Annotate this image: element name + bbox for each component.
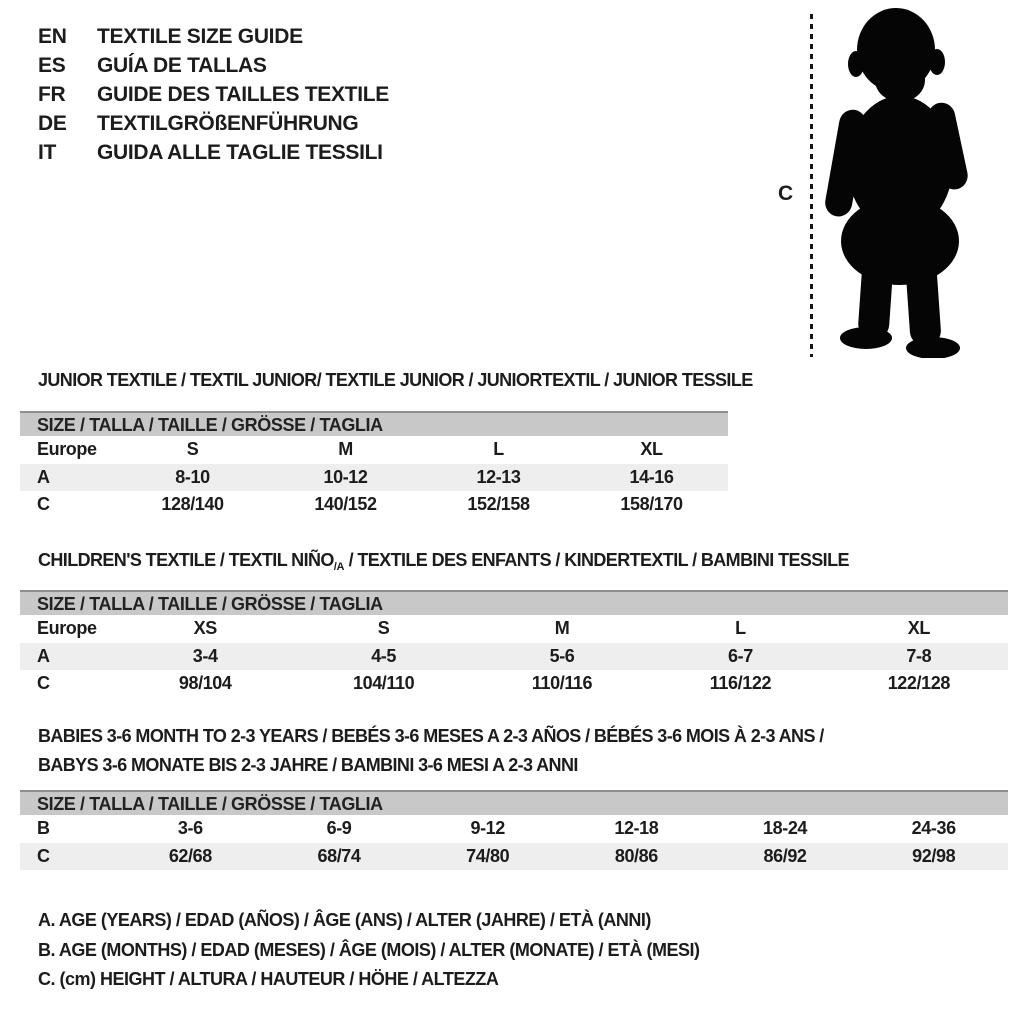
lang-row-es <box>38 51 389 80</box>
table-cell: 3-4 <box>192 645 218 666</box>
table-cell: 152/158 <box>467 494 530 514</box>
table-cell: 98/104 <box>178 673 232 693</box>
size-table-header: SIZE / TALLA / TAILLE / GRÖSSE / TAGLIA <box>20 790 1008 815</box>
table-cell: 12-13 <box>476 466 521 487</box>
table-cell: A <box>37 645 50 666</box>
table-row-europe <box>20 615 1008 643</box>
table-cell: 116/122 <box>709 673 772 693</box>
lang-label: GUIDA ALLE TAGLIE TESSILI <box>97 141 383 164</box>
junior-section-title: JUNIOR TEXTILE / TEXTIL JUNIOR/ TEXTILE JUNIOR / JUNIORTEXTIL / JUNIOR TESSILE <box>38 370 753 390</box>
lang-code: FR <box>38 83 66 106</box>
table-cell: 62/68 <box>168 845 212 866</box>
table-row-age-months <box>20 815 1008 843</box>
table-cell: L <box>493 439 504 459</box>
table-cell: M <box>338 439 353 459</box>
table-cell: 4-5 <box>371 645 397 666</box>
lang-label: GUIDE DES TAILLES TEXTILE <box>97 83 389 106</box>
table-cell: S <box>186 439 199 459</box>
children-size-table <box>20 590 1008 698</box>
babies-section-title <box>38 722 824 780</box>
size-table-header: SIZE / TALLA / TAILLE / GRÖSSE / TAGLIA <box>20 411 728 436</box>
table-row-age <box>20 464 728 492</box>
children-title-subscript: /A <box>333 561 345 573</box>
lang-label: TEXTILE SIZE GUIDE <box>97 25 303 48</box>
lang-row-de <box>38 109 389 138</box>
babies-title-line1: BABIES 3-6 MONTH TO 2-3 YEARS / BEBÉS 3-6 MESES A 2-3 AÑOS / BÉBÉS 3-6 MOIS À 2-3 ANS / <box>38 726 824 746</box>
table-cell: 80/86 <box>614 845 658 866</box>
table-cell: XL <box>907 618 930 638</box>
table-cell: 14-16 <box>629 466 674 487</box>
table-cell: 86/92 <box>763 845 807 866</box>
table-cell: A <box>37 466 50 487</box>
language-header <box>38 22 389 167</box>
table-row-europe <box>20 436 728 464</box>
table-cell: 24-36 <box>911 818 956 838</box>
table-cell: 104/110 <box>352 673 415 693</box>
size-table-header: SIZE / TALLA / TAILLE / GRÖSSE / TAGLIA <box>20 590 1008 615</box>
table-cell: Europe <box>37 618 97 638</box>
table-cell: 92/98 <box>912 845 956 866</box>
table-cell: XS <box>193 618 217 638</box>
table-cell: 122/128 <box>887 673 950 693</box>
table-cell: XL <box>640 439 663 459</box>
babies-title-line2: BABYS 3-6 MONATE BIS 2-3 JAHRE / BAMBINI 3-6 MESI A 2-3 ANNI <box>38 755 578 775</box>
table-cell: 8-10 <box>175 466 210 487</box>
footnote-age-years: A. AGE (YEARS) / EDAD (AÑOS) / ÂGE (ANS) / ALTER (JAHRE) / ETÀ (ANNI) <box>38 910 651 930</box>
table-cell: Europe <box>37 439 97 459</box>
table-cell: 9-12 <box>470 818 505 838</box>
table-cell: M <box>554 618 570 638</box>
footnote-age-months: B. AGE (MONTHS) / EDAD (MESES) / ÂGE (MOIS) / ALTER (MONATE) / ETÀ (MESI) <box>38 939 700 960</box>
table-cell: S <box>377 618 390 638</box>
table-cell: 18-24 <box>763 818 808 838</box>
legend-footnotes <box>38 906 699 995</box>
lang-code: DE <box>38 112 67 135</box>
table-cell: C <box>37 673 50 693</box>
table-row-height <box>20 843 1008 871</box>
children-title-part2: / TEXTILE DES ENFANTS / KINDERTEXTIL / BAMBINI TESSILE <box>344 550 849 570</box>
junior-size-table <box>20 411 728 519</box>
table-cell: L <box>735 618 746 638</box>
babies-size-table <box>20 790 1008 870</box>
table-cell: 140/152 <box>314 494 377 514</box>
table-cell: 158/170 <box>620 494 683 514</box>
children-section-title <box>38 546 849 578</box>
lang-row-en <box>38 22 389 51</box>
table-row-height <box>20 491 728 519</box>
lang-row-it <box>38 138 389 167</box>
lang-label: TEXTILGRÖßENFÜHRUNG <box>97 112 359 135</box>
table-cell: 12-18 <box>614 818 659 838</box>
baby-silhouette-icon <box>820 4 980 358</box>
lang-code: IT <box>38 141 57 164</box>
table-cell: B <box>37 818 50 838</box>
height-measure-line <box>810 14 813 357</box>
table-cell: 6-7 <box>728 645 753 666</box>
children-title-part1: CHILDREN'S TEXTILE / TEXTIL NIÑO <box>38 550 334 570</box>
lang-row-fr <box>38 80 389 109</box>
height-measure-label: C <box>778 182 794 205</box>
table-cell: 74/80 <box>466 845 510 866</box>
table-cell: 7-8 <box>906 645 932 666</box>
table-cell: 6-9 <box>326 818 352 838</box>
table-cell: C <box>37 845 50 866</box>
lang-code: ES <box>38 54 66 77</box>
table-cell: 128/140 <box>161 494 224 514</box>
table-cell: C <box>37 494 50 514</box>
lang-code: EN <box>38 25 67 48</box>
table-cell: 3-6 <box>177 818 203 838</box>
table-cell: 5-6 <box>549 645 575 666</box>
table-cell: 10-12 <box>323 466 368 487</box>
table-row-age <box>20 643 1008 671</box>
table-row-height <box>20 670 1008 698</box>
lang-label: GUÍA DE TALLAS <box>97 54 267 77</box>
table-cell: 68/74 <box>317 845 361 866</box>
footnote-height-cm: C. (cm) HEIGHT / ALTURA / HAUTEUR / HÖHE / ALTEZZA <box>38 969 499 989</box>
table-cell: 110/116 <box>531 673 593 693</box>
